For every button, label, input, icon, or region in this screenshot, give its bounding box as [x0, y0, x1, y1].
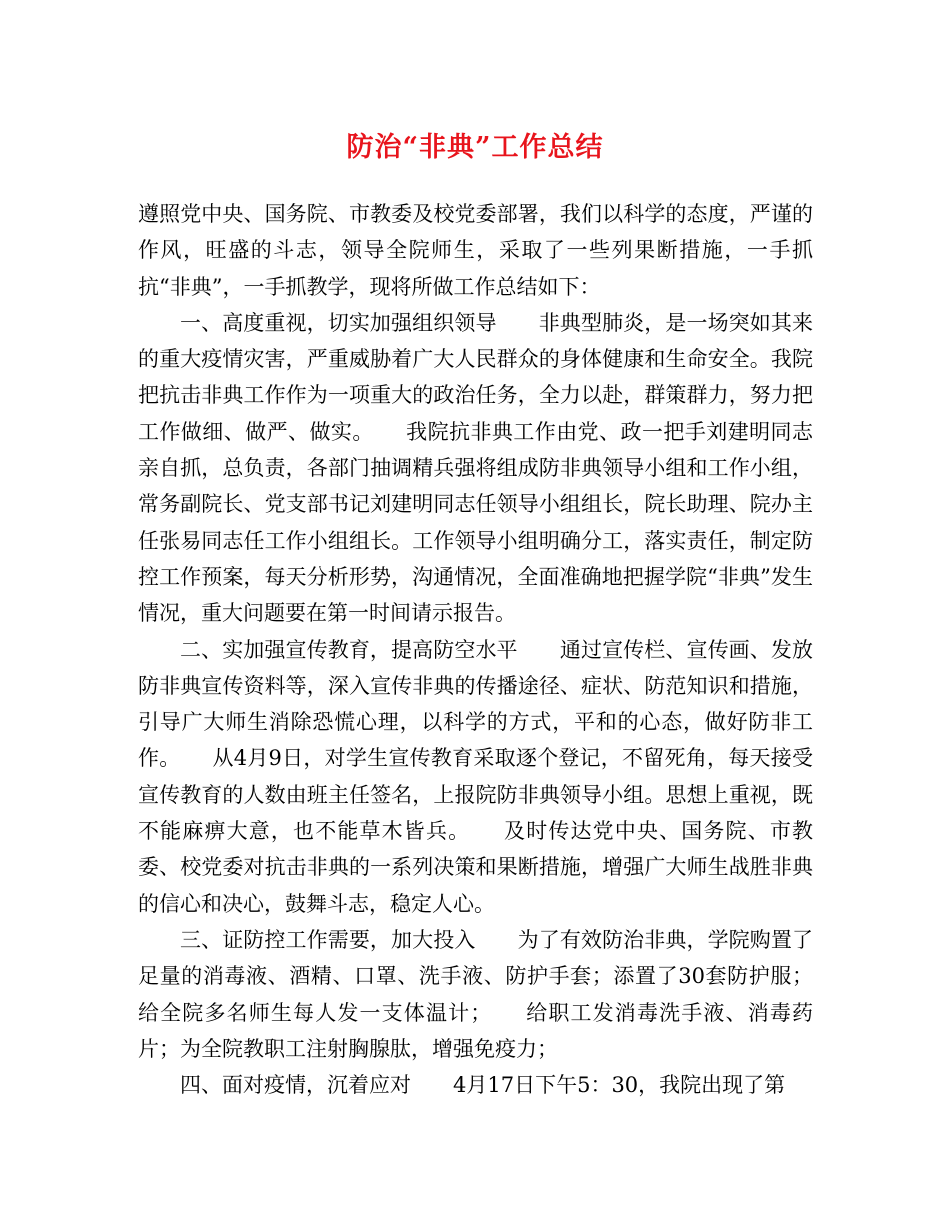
paragraph-section-1: 一、高度重视，切实加强组织领导 非典型肺炎，是一场突如其来的重大疫情灾害，严重威胁着广大人民群众的身体健康和生命安全。我院把抗击非典工作作为一项重大的政治任务，全力以赴，群策群力，努力把工作做细、做严、做实。 我院抗非典工作由党、政一把手刘建明同志亲自抓，总负责，各部门抽调精兵强将组成防非典领导小组和工作小组，常务副院长、党支部书记刘建明同志任领导小组组长，院长助理、院办主任张易同志任工作小组组长。工作领导小组明确分工，落实责任，制定防控工作预案，每天分析形势，沟通情况，全面准确地把握学院“非典”发生情况，重大问题要在第一时间请示报告。 — [138, 310, 813, 626]
paragraph-section-2: 二、实加强宣传教育，提高防空水平 通过宣传栏、宣传画、发放防非典宣传资料等，深入宣传非典的传播途径、症状、防范知识和措施，引导广大师生消除恐慌心理，以科学的方式，平和的心态，做好防非工作。 从4月9日，对学生宣传教育采取逐个登记，不留死角，每天接受宣传教育的人数由班主任签名，上报院防非典领导小组。思想上重视，既不能麻痹大意，也不能草木皆兵。 及时传达党中央、国务院、市教委、校党委对抗击非典的一系列决策和果断措施，增强广大师生战胜非典的信心和决心，鼓舞斗志，稳定人心。 — [138, 637, 813, 916]
document-title: 防治“非典”工作总结 — [346, 132, 604, 163]
paragraph-section-4: 四、面对疫情，沉着应对 4月17日下午5：30，我院出现了第 — [180, 1073, 786, 1098]
paragraph-section-3: 三、证防控工作需要，加大投入 为了有效防治非典，学院购置了足量的消毒液、酒精、口罩、洗手液、防护手套；添置了30套防护服；给全院多名师生每人发一支体温计； 给职工发消毒洗手液、消毒药片；为全院教职工注射胸腺肽，增强免疫力； — [138, 927, 813, 1061]
paragraph-intro: 遵照党中央、国务院、市教委及校党委部署，我们以科学的态度，严谨的作风，旺盛的斗志，领导全院师生，采取了一些列果断措施，一手抓抗“非典”，一手抓教学，现将所做工作总结如下： — [138, 202, 813, 299]
document-body — [138, 196, 813, 1103]
